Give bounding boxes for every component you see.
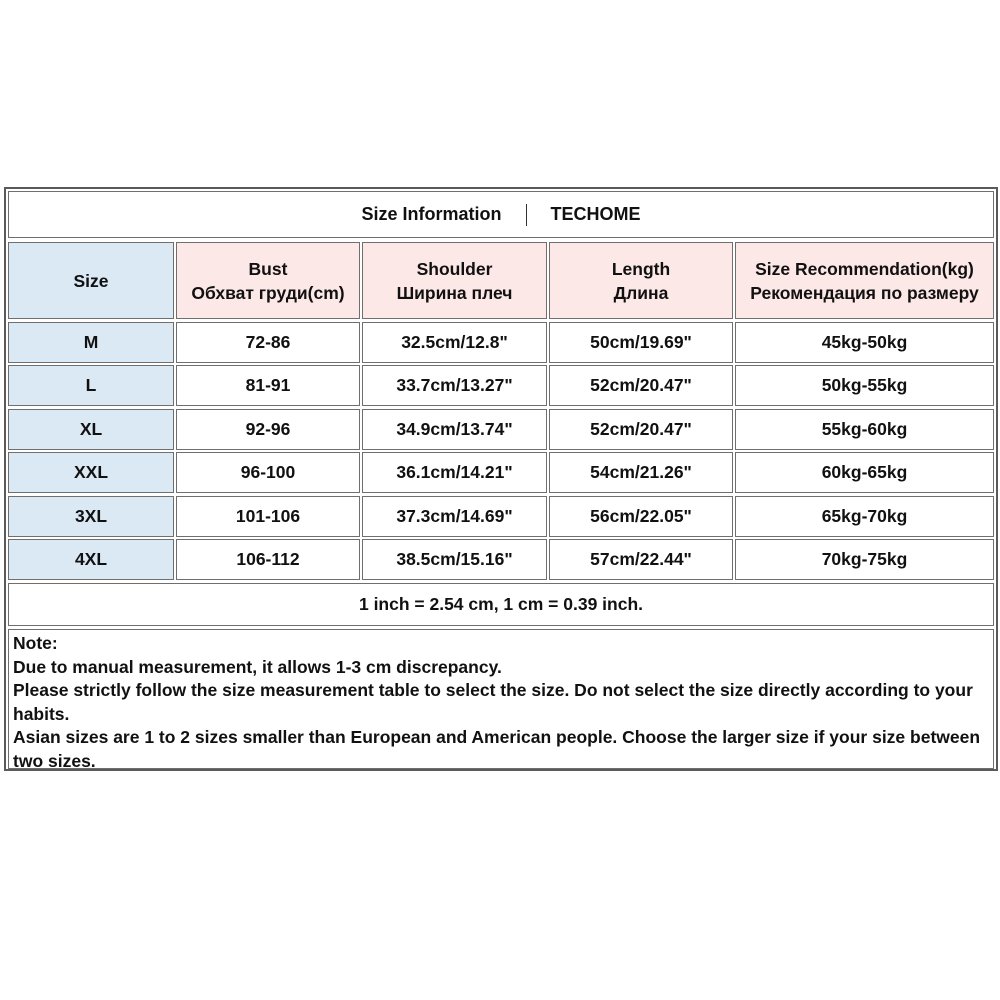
- cell-size: [8, 409, 174, 450]
- cell-size: [8, 365, 174, 406]
- title-bar: [8, 191, 994, 238]
- cell-length: [549, 409, 733, 450]
- cell-shoulder: [362, 496, 547, 537]
- cell-recommendation: [735, 409, 994, 450]
- title-separator: [526, 204, 527, 226]
- header-recommendation-label: Size Recommendation(kg): [755, 258, 974, 279]
- cell-length-value: 57cm/22.44": [590, 549, 692, 569]
- cell-bust-value: 92-96: [245, 419, 291, 439]
- cell-size-value: 3XL: [74, 506, 108, 526]
- cell-size: [8, 539, 174, 580]
- cell-recommendation: [735, 496, 994, 537]
- note-line: Please strictly follow the size measurement table to select the size. Do not select the size directly according to your habits.: [13, 680, 973, 724]
- cell-length: [549, 452, 733, 493]
- header-length-label: Length: [611, 258, 671, 279]
- note-line: Asian sizes are 1 to 2 sizes smaller than European and American people. Choose the larger size if your size between two sizes.: [13, 727, 981, 771]
- cell-bust: [176, 409, 360, 450]
- cell-shoulder: [362, 539, 547, 580]
- cell-size-value: L: [85, 375, 97, 395]
- header-bust-label: Bust: [248, 258, 288, 279]
- cell-recommendation-value: 65kg-70kg: [821, 506, 908, 526]
- header-size: [8, 242, 174, 319]
- cell-size: [8, 452, 174, 493]
- cell-shoulder-value: 32.5cm/12.8": [401, 332, 508, 352]
- cell-length-value: 54cm/21.26": [590, 462, 692, 482]
- cell-recommendation-value: 50kg-55kg: [821, 375, 908, 395]
- header-bust-label-ru: Обхват груди(cm): [191, 282, 345, 303]
- unit-conversion: [8, 583, 994, 626]
- cell-recommendation: [735, 452, 994, 493]
- cell-shoulder-value: 34.9cm/13.74": [396, 419, 513, 439]
- note-heading: Note:: [13, 633, 58, 653]
- cell-length: [549, 539, 733, 580]
- title-label: Size Information: [361, 204, 502, 224]
- header-recommendation-label-ru: Рекомендация по размеру: [750, 282, 979, 303]
- cell-length-value: 52cm/20.47": [590, 419, 692, 439]
- cell-shoulder-value: 33.7cm/13.27": [396, 375, 513, 395]
- size-chart-inner: [8, 191, 994, 771]
- header-shoulder: [362, 242, 547, 319]
- cell-size-value: XXL: [73, 462, 109, 482]
- header-size-label: Size: [73, 270, 109, 291]
- cell-recommendation: [735, 539, 994, 580]
- cell-recommendation: [735, 365, 994, 406]
- cell-length: [549, 322, 733, 363]
- cell-recommendation-value: 45kg-50kg: [821, 332, 908, 352]
- cell-shoulder: [362, 409, 547, 450]
- note-line: Due to manual measurement, it allows 1-3 cm discrepancy.: [13, 656, 502, 677]
- cell-bust: [176, 539, 360, 580]
- cell-bust-value: 72-86: [245, 332, 291, 352]
- header-size-recommendation: [735, 242, 994, 319]
- cell-bust-value: 106-112: [236, 549, 300, 569]
- cell-size: [8, 496, 174, 537]
- cell-size: [8, 322, 174, 363]
- cell-bust-value: 81-91: [245, 375, 291, 395]
- cell-bust: [176, 365, 360, 406]
- cell-size-value: 4XL: [74, 549, 108, 569]
- header-length-label-ru: Длина: [613, 282, 669, 303]
- size-chart: [4, 187, 998, 771]
- cell-shoulder: [362, 322, 547, 363]
- cell-length-value: 52cm/20.47": [590, 375, 692, 395]
- cell-bust: [176, 452, 360, 493]
- cell-recommendation-value: 60kg-65kg: [821, 462, 908, 482]
- cell-length: [549, 365, 733, 406]
- header-length: [549, 242, 733, 319]
- cell-shoulder-value: 37.3cm/14.69": [396, 506, 513, 526]
- cell-bust: [176, 496, 360, 537]
- cell-bust-value: 101-106: [235, 506, 301, 526]
- header-shoulder-label-ru: Ширина плеч: [396, 282, 513, 303]
- cell-recommendation-value: 55kg-60kg: [821, 419, 908, 439]
- cell-bust-value: 96-100: [240, 462, 296, 482]
- cell-recommendation-value: 70kg-75kg: [821, 549, 908, 569]
- cell-shoulder: [362, 452, 547, 493]
- brand-name: TECHOME: [550, 204, 641, 224]
- cell-size-value: XL: [79, 419, 103, 439]
- notes-box: [8, 629, 994, 769]
- cell-bust: [176, 322, 360, 363]
- cell-length: [549, 496, 733, 537]
- cell-size-value: M: [83, 332, 99, 352]
- cell-shoulder: [362, 365, 547, 406]
- cell-length-value: 50cm/19.69": [590, 332, 692, 352]
- cell-shoulder-value: 36.1cm/14.21": [396, 462, 513, 482]
- cell-length-value: 56cm/22.05": [590, 506, 692, 526]
- cell-recommendation: [735, 322, 994, 363]
- cell-shoulder-value: 38.5cm/15.16": [396, 549, 513, 569]
- header-bust: [176, 242, 360, 319]
- header-shoulder-label: Shoulder: [416, 258, 493, 279]
- unit-conversion-text: 1 inch = 2.54 cm, 1 cm = 0.39 inch.: [358, 594, 644, 614]
